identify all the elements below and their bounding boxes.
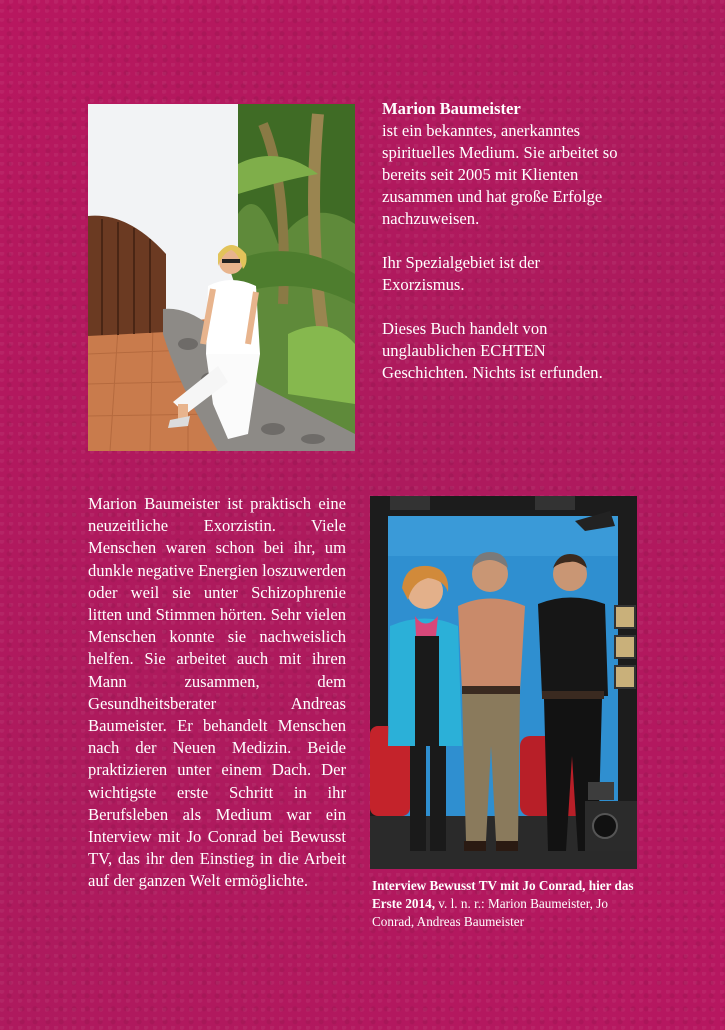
author-name: Marion Baumeister (382, 99, 521, 118)
caption-regular: v. l. n. r.: Marion Baumeister, Jo Conrad, Andreas Baumeister (372, 896, 608, 929)
intro-paragraph: ist ein bekanntes, anerkanntes spirituelles Medium. Sie arbeitet so bereits seit 2005 mit Klienten zusammen und hat große Erfolge nachzuweisen. (382, 121, 618, 228)
intro-paragraph: Ihr Spezialgebiet ist der Exorzismus. (382, 253, 541, 294)
photo-caption (372, 877, 652, 931)
tv-interview-photo (370, 496, 637, 869)
intro-paragraph: Dieses Buch handelt von unglaublichen ECHTEN Geschichten. Nichts ist erfunden. (382, 319, 603, 382)
portrait-photo (88, 104, 355, 451)
body-paragraph: Marion Baumeister ist praktisch eine neuzeitliche Exorzistin. Viele Menschen waren schon bei ihr, um dunkle negative Energien loszuwerden oder weil sie unter Schizophrenie litten und Stimmen hörten. Sehr vielen Menschen konnte sie nachweislich helfen. Sie arbeitet auch mit ihren Mann zusammen, dem Gesundheitsberater Andreas Baumeister. Er behandelt Menschen nach der Neuen Medizin. Beide praktizieren unter einem Dach. Der wichtigste erste Schritt in ihr Berufsleben als Medium war ein Interview mit Jo Conrad bei Bewusst TV, das ihr den Einstieg in die Arbeit auf der ganzen Welt ermöglichte. (88, 494, 346, 891)
intro-text (382, 98, 622, 384)
caption-bold: Interview Bewusst TV mit Jo Conrad, hier das Erste 2014, (372, 878, 634, 911)
